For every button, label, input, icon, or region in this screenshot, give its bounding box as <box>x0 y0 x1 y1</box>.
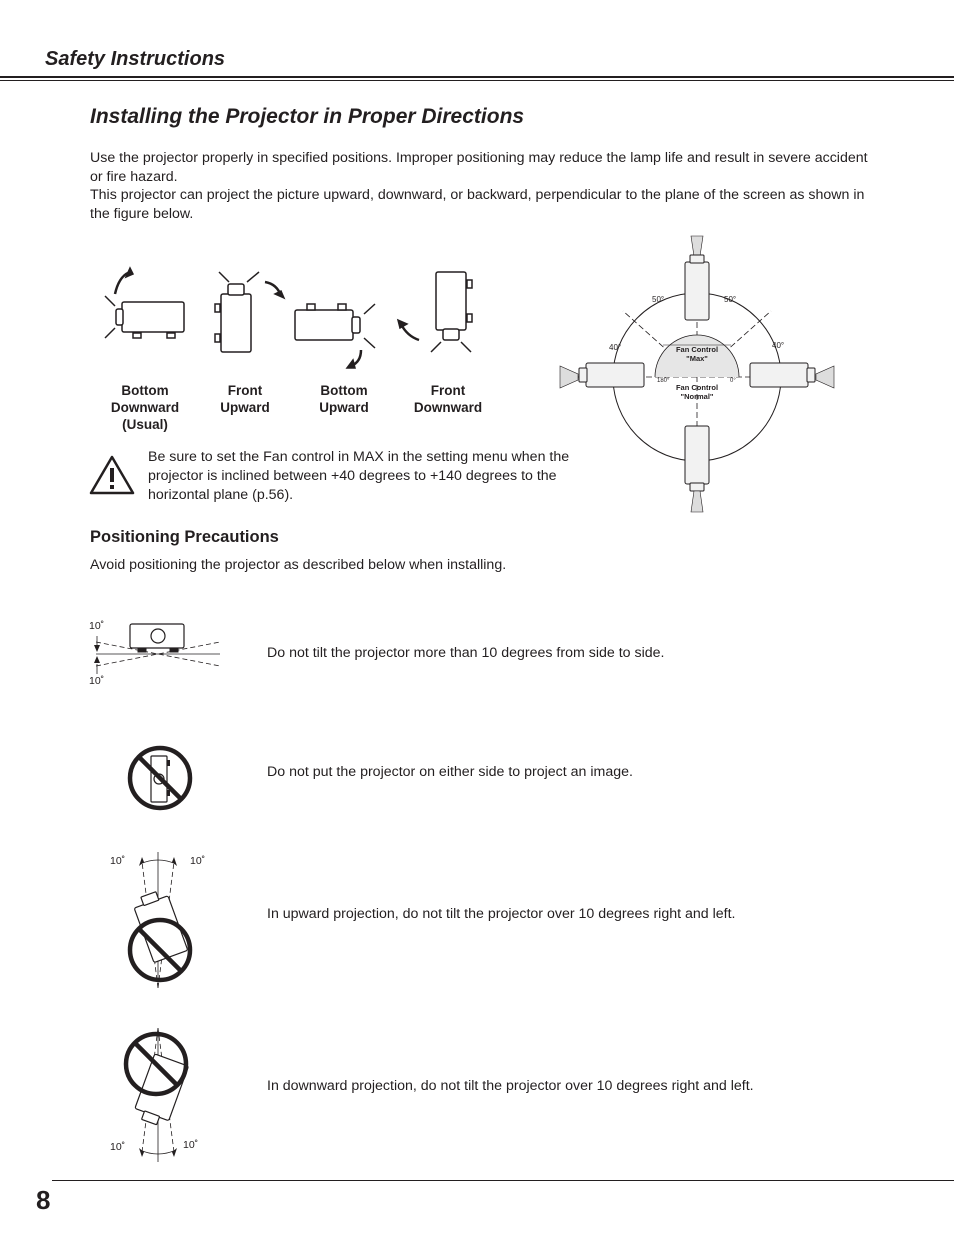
caption-front-upward <box>195 382 295 416</box>
warning-triangle-icon <box>88 454 136 496</box>
angle-label: 10˚ <box>110 1141 126 1153</box>
angle-label: 0° <box>730 378 736 384</box>
angle-label: 10˚ <box>183 1139 199 1151</box>
precautions-intro: Avoid positioning the projector as described below when installing. <box>90 557 507 573</box>
caption-line: Upward <box>220 400 270 415</box>
fan-normal-label: "Normal" <box>680 392 714 401</box>
caption-line: Upward <box>319 400 369 415</box>
caption-line: Bottom <box>121 383 169 398</box>
angle-label: 10˚ <box>190 855 206 867</box>
angle-label: 40° <box>772 341 785 350</box>
fan-warning-text: Be sure to set the Fan control in MAX in the setting menu when the projector is inclined between +40 degrees to +140 degrees to the horizontal plane (p.56). <box>148 449 570 503</box>
intro-text <box>90 149 880 223</box>
caption-line: Front <box>430 383 466 398</box>
intro-paragraph: Use the projector properly in specified positions. Improper positioning may reduce the lamp life and result in severe accident or fire hazard. <box>90 150 868 185</box>
angle-label: 180° <box>657 378 670 384</box>
no-side-projection-illustration <box>124 742 196 814</box>
header-rule <box>0 76 954 78</box>
caption-line: (Usual) <box>122 417 168 432</box>
angle-label: 50° <box>724 295 737 304</box>
projector-left-icon <box>560 363 644 388</box>
intro-paragraph: This projector can project the picture upward, downward, or backward, perpendicular to the plane of the screen as shown in the figure below. <box>90 187 865 222</box>
precautions-title: Positioning Precautions <box>90 528 279 546</box>
precaution-text: In upward projection, do not tilt the projector over 10 degrees right and left. <box>267 906 736 922</box>
footer-rule <box>52 1180 954 1181</box>
caption-bottom-downward <box>95 382 195 433</box>
projector-front-upward-icon <box>215 272 284 352</box>
caption-line: Front <box>227 383 263 398</box>
page-title: Installing the Projector in Proper Directions <box>90 105 525 128</box>
fan-normal-label: Fan Control <box>675 383 719 392</box>
caption-line: Downward <box>413 400 483 415</box>
angle-label: 50° <box>652 295 665 304</box>
orientation-illustrations <box>95 262 495 362</box>
header-rule-thin <box>0 80 954 81</box>
section-heading: Safety Instructions <box>45 48 226 70</box>
precaution-text: Do not tilt the projector more than 10 degrees from side to side. <box>267 645 665 661</box>
projector-bottom-downward-icon <box>105 268 184 338</box>
caption-line: Bottom <box>320 383 368 398</box>
precaution-text: In downward projection, do not tilt the projector over 10 degrees right and left. <box>267 1078 754 1094</box>
precaution-text: Do not put the projector on either side to project an image. <box>267 764 633 780</box>
angle-label: 10˚ <box>89 675 105 687</box>
fan-control-diagram <box>560 236 840 516</box>
caption-line: Downward <box>110 400 180 415</box>
fan-max-label: "Max" <box>686 354 708 363</box>
side-tilt-illustration <box>86 616 226 696</box>
projector-top-icon <box>685 236 709 320</box>
projector-front-downward-icon <box>398 272 472 352</box>
projector-bottom-upward-icon <box>295 304 375 368</box>
projector-right-icon <box>750 363 834 388</box>
projector-bottom-icon <box>685 426 709 512</box>
caption-front-downward <box>398 382 498 416</box>
caption-bottom-upward <box>294 382 394 416</box>
upward-tilt-illustration <box>106 852 216 992</box>
fan-max-label: Fan Control <box>675 345 719 354</box>
angle-label: 10˚ <box>89 620 105 632</box>
angle-label: 40° <box>609 343 622 352</box>
angle-label: 10˚ <box>110 855 126 867</box>
page-number: 8 <box>36 1185 51 1215</box>
